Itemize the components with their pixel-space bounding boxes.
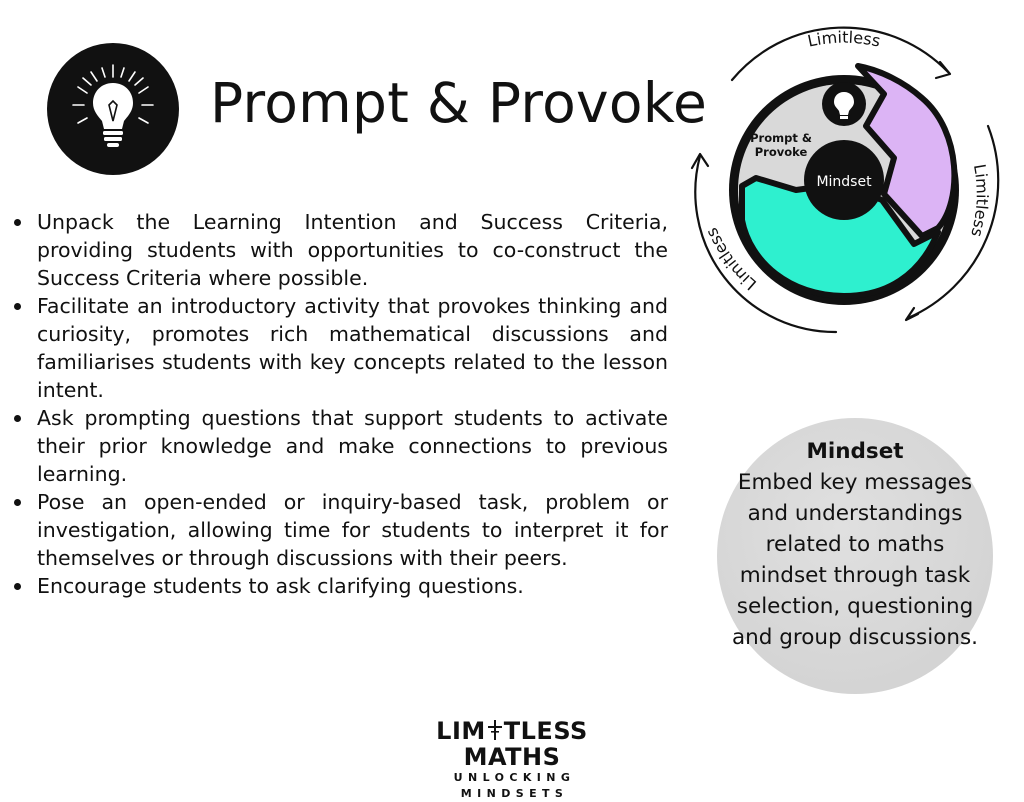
page-title: Prompt & Provoke [210,71,708,135]
brand-name-part1: LIM [436,717,486,745]
list-item: Unpack the Learning Intention and Success Criteria, providing students with opportunities to co-construct the Success Criteria where possible. [37,210,668,290]
mindset-box [727,436,983,653]
lightbulb-icon [822,82,866,126]
arrow-label-top: Limitless [805,27,883,51]
svg-text:Limitless [806,28,882,51]
bullet-list [37,208,668,600]
center-label: Mindset [816,174,872,190]
mindset-heading: Mindset [806,439,904,464]
list-item: Ask prompting questions that support students to activate their prior knowledge and make connections to previous learning. [37,406,668,486]
segment-label-line2: Provoke [754,145,808,159]
cycle-diagram [670,22,1000,352]
list-item: Encourage students to ask clarifying questions. [37,572,668,600]
brand-logo [392,718,632,802]
brand-tagline: UNLOCKING MINDSETS [453,771,576,800]
list-item: Pose an open-ended or inquiry-based task, problem or investigation, allowing time for students to interpret it for themselves or through discussions with their peers. [37,490,668,570]
svg-text:Limitless [967,163,992,239]
mindset-body: Embed key messages and understandings related to maths mindset through task selection, questioning and group discussions. [731,470,979,650]
arrow-label-left: Limitless [701,224,761,295]
lightbulb-icon [47,43,179,175]
list-item: Facilitate an introductory activity that provokes thinking and curiosity, promotes rich mathematical discussions and familiarises students with key concepts related to the lesson intent. [37,294,668,402]
brand-name-part2: TLESS MATHS [463,717,588,771]
arrow-label-right: Limitless [967,162,992,239]
segment-label-line1: Prompt & [750,131,812,145]
cross-icon [487,719,503,739]
